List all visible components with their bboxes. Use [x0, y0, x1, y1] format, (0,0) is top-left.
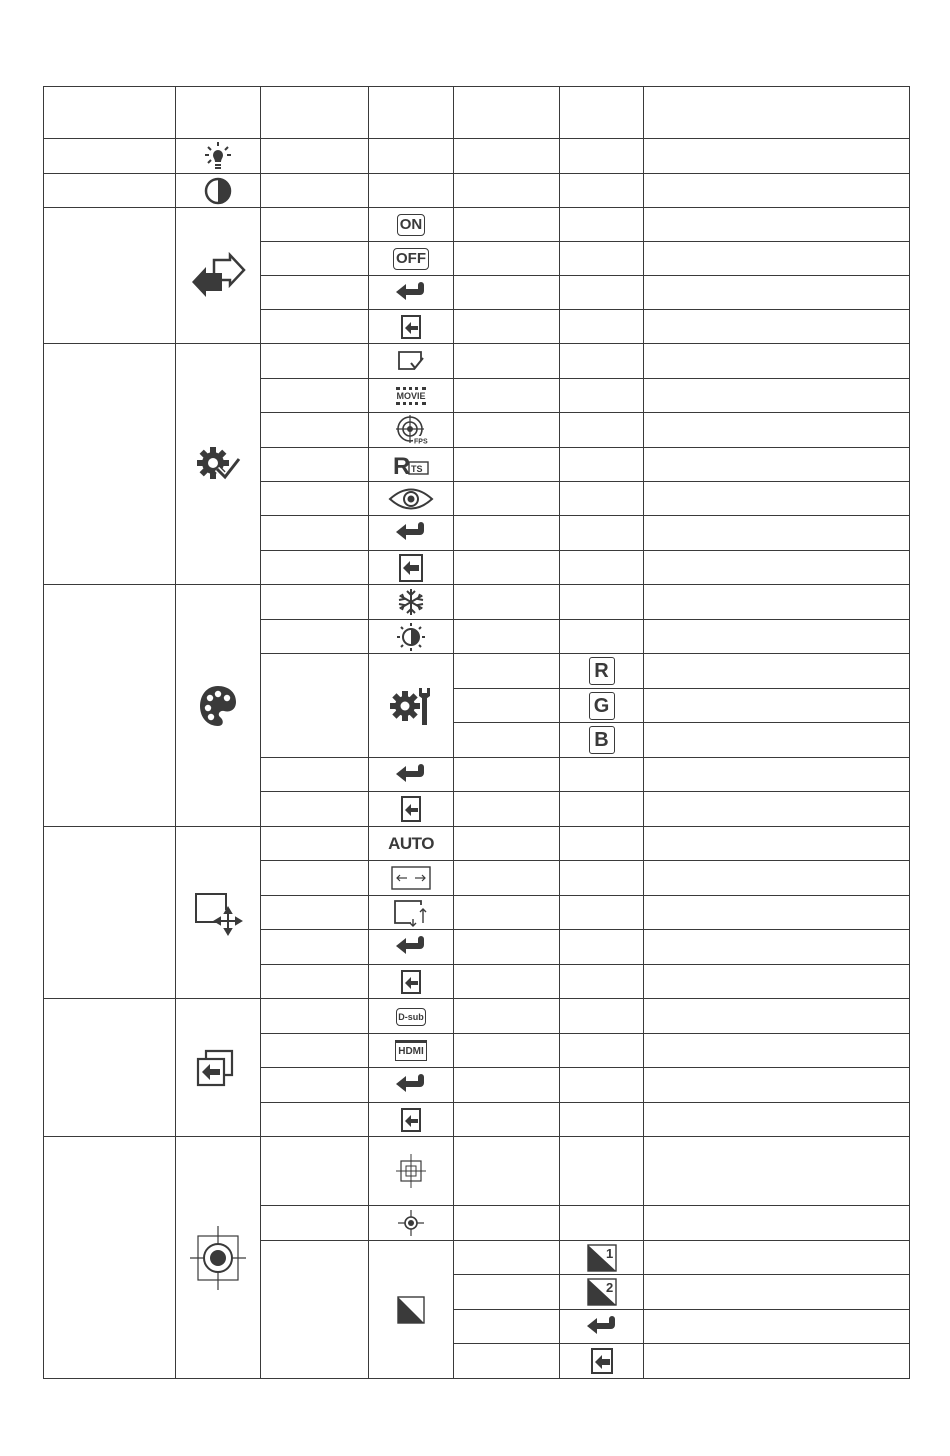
svg-text:2: 2 [605, 1280, 613, 1295]
off-icon: OFF [393, 248, 429, 270]
header-cell [644, 87, 910, 139]
snowflake-icon [396, 587, 426, 617]
blue-icon: B [589, 726, 615, 754]
contrast-icon [204, 177, 232, 205]
dsub-icon: D-sub [396, 1008, 426, 1026]
input-source-icon [196, 1049, 240, 1087]
table-row [44, 827, 910, 861]
header-cell [44, 87, 176, 139]
rts-icon [392, 452, 430, 480]
crosshair-main-icon [190, 1226, 246, 1290]
return-icon [394, 764, 428, 786]
osd-icon-table [43, 86, 910, 1379]
lightbulb-icon [203, 141, 233, 171]
swap-arrows-icon [190, 251, 246, 301]
table-row [44, 208, 910, 242]
eye-icon [388, 486, 434, 512]
move-window-icon [194, 892, 242, 934]
crosshair-small-icon [398, 1210, 424, 1236]
exit-icon [400, 969, 422, 995]
sun-half-icon [396, 622, 426, 652]
h-position-icon [391, 866, 431, 890]
header-cell [176, 87, 261, 139]
movie-icon: MOVIE [396, 387, 425, 405]
exit-icon [590, 1347, 614, 1375]
crosshair-frame-icon [396, 1154, 426, 1188]
corner-2-icon [587, 1278, 617, 1306]
return-icon [394, 1074, 428, 1096]
return-icon [394, 522, 428, 544]
hdmi-icon: HDMI [395, 1040, 427, 1061]
exit-icon [400, 795, 422, 823]
table-row [44, 1137, 910, 1206]
header-row [44, 87, 910, 139]
header-cell [560, 87, 644, 139]
fps-target-icon [396, 415, 426, 445]
table-row [44, 999, 910, 1034]
check-box-icon [397, 350, 425, 372]
return-icon [394, 936, 428, 958]
gear-wrench-icon [389, 686, 433, 726]
corner-1-icon [587, 1244, 617, 1272]
corner-triangle-icon [397, 1296, 425, 1324]
header-cell [454, 87, 560, 139]
on-icon: ON [397, 214, 426, 236]
table-row [44, 174, 910, 208]
header-cell [261, 87, 369, 139]
svg-text:R: R [393, 452, 411, 480]
return-icon [585, 1316, 619, 1338]
exit-icon [400, 314, 422, 340]
table-row [44, 585, 910, 620]
green-icon: G [589, 692, 615, 720]
auto-icon: AUTO [388, 833, 434, 853]
exit-icon [400, 1107, 422, 1133]
return-icon [394, 282, 428, 304]
header-cell [369, 87, 454, 139]
palette-icon [198, 684, 238, 728]
svg-text:1: 1 [605, 1245, 613, 1261]
v-position-icon [393, 899, 429, 927]
red-icon: R [589, 657, 615, 685]
svg-text:TS: TS [411, 463, 423, 474]
gear-check-icon [195, 445, 241, 483]
svg-text:FPS: FPS [414, 438, 428, 446]
table-row [44, 344, 910, 379]
exit-icon [398, 553, 424, 583]
table-row [44, 139, 910, 174]
